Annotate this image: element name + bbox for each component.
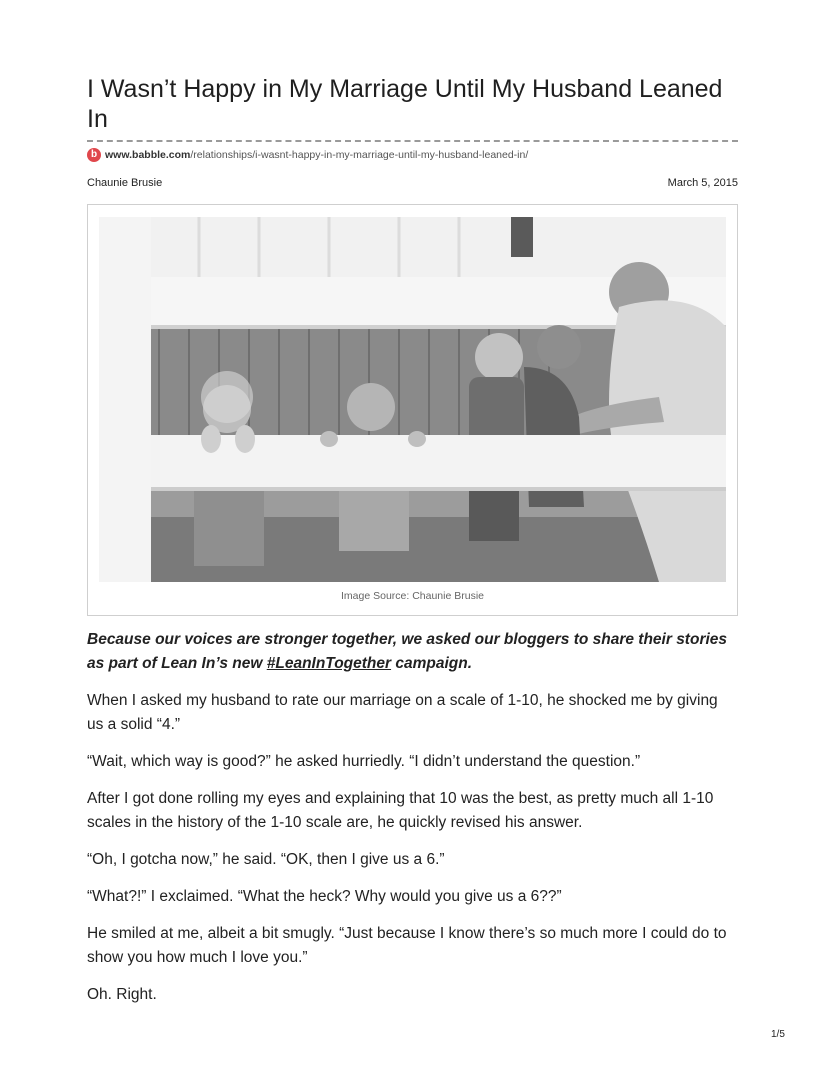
dashed-divider [87, 140, 738, 142]
source-url-row [87, 148, 528, 162]
intro-paragraph [87, 628, 738, 676]
paragraph-5: “What?!” I exclaimed. “What the heck? Why would you give us a 6??” [87, 888, 562, 905]
paragraph-6: He smiled at me, albeit a bit smugly. “Just because I know there’s so much more I could do to show you how much I love you.” [87, 925, 727, 966]
article-figure [87, 204, 738, 616]
family-photo-illustration [99, 217, 726, 582]
paragraph-4: “Oh, I gotcha now,” he said. “OK, then I give us a 6.” [87, 851, 445, 868]
paragraph-3: After I got done rolling my eyes and explaining that 10 was the best, as pretty much all 1-10 scales in the history of the 1-10 scale are, he quickly revised his answer. [87, 790, 714, 831]
source-path: /relationships/i-wasnt-happy-in-my-marriage-until-my-husband-leaned-in/ [190, 149, 529, 161]
paragraph-2: “Wait, which way is good?” he asked hurriedly. “I didn’t understand the question.” [87, 753, 641, 770]
intro-text-after: campaign. [391, 655, 473, 672]
page-number: 1/5 [771, 1029, 785, 1040]
source-domain: www.babble.com [105, 149, 191, 161]
article-body [87, 628, 738, 1020]
image-caption: Image Source: Chaunie Brusie [341, 590, 484, 602]
author-name: Chaunie Brusie [87, 177, 163, 189]
family-photo [99, 217, 726, 582]
intro-text-before: Because our voices are stronger together, we asked our bloggers to share their stories as part of Lean In’s new [87, 631, 728, 672]
source-url[interactable] [105, 149, 528, 161]
article-title: I Wasn’t Happy in My Marriage Until My Husband Leaned In [87, 75, 723, 133]
leanintogether-link[interactable]: #LeanInTogether [266, 655, 392, 672]
babble-logo-icon: b [87, 148, 101, 162]
paragraph-7: Oh. Right. [87, 986, 157, 1003]
paragraph-1: When I asked my husband to rate our marriage on a scale of 1-10, he shocked me by giving us a solid “4.” [87, 692, 718, 733]
publish-date: March 5, 2015 [667, 177, 738, 189]
